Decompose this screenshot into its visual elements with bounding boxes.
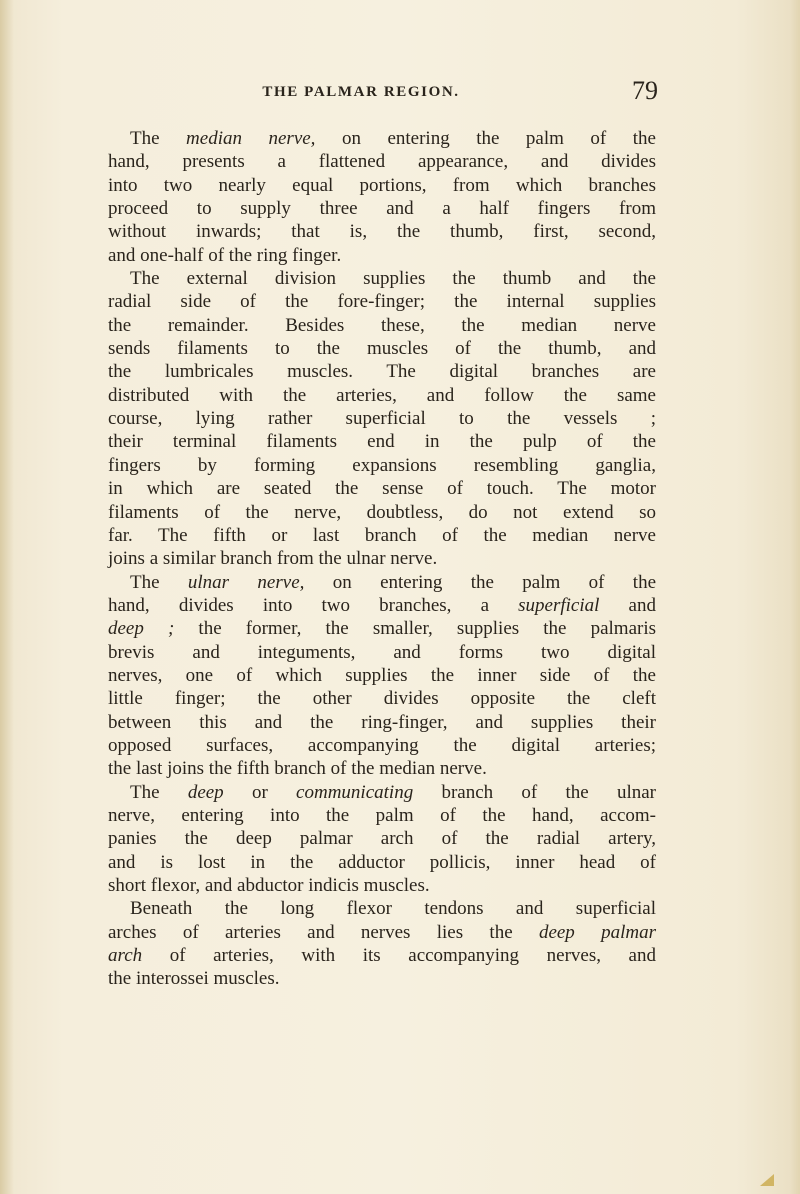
text-line (108, 407, 656, 430)
text-line (108, 687, 656, 710)
italic-term: deep (187, 781, 224, 803)
text-run: opposed surfaces, accompanying the digital arteries; (108, 734, 656, 756)
paragraph (108, 267, 656, 570)
text-line (108, 290, 656, 313)
text-run: nerve, entering into the palm of the hand, accom- (108, 804, 656, 826)
text-run: distributed with the arteries, and follow the same (108, 384, 656, 406)
paragraph (108, 781, 656, 898)
text-line (108, 524, 656, 547)
text-run: The external division supplies the thumb and the (130, 268, 656, 290)
text-line (108, 384, 656, 407)
text-line (108, 804, 656, 827)
text-line (108, 827, 656, 850)
page-corner-stain (760, 1174, 774, 1186)
text-run: arches of arteries and nerves lies the (108, 921, 539, 943)
text-run: into two nearly equal portions, from which branches (108, 174, 656, 196)
text-run: on entering the palm of the (315, 128, 656, 149)
text-run: little finger; the other divides opposite the cleft (108, 688, 656, 710)
text-run: between this and the ring-finger, and supplies their (108, 711, 656, 733)
text-run: the last joins the fifth branch of the median nerve. (108, 758, 487, 780)
text-run: nerves, one of which supplies the inner side of the (108, 664, 656, 686)
text-line (108, 617, 656, 640)
text-line (108, 430, 656, 453)
text-run: The (130, 128, 187, 149)
text-run: in which are seated the sense of touch. The motor (108, 478, 656, 500)
text-run: The (130, 571, 188, 593)
paragraph (108, 897, 656, 990)
text-run: hand, divides into two branches, a (108, 594, 519, 616)
text-line (108, 944, 656, 967)
text-run: far. The fifth or last branch of the median nerve (108, 524, 656, 546)
text-run: without inwards; that is, the thumb, first, second, (108, 221, 656, 243)
text-line (108, 314, 656, 337)
italic-term: deep ; (108, 618, 175, 640)
text-line (108, 594, 656, 617)
text-run: the lumbricales muscles. The digital branches are (108, 361, 656, 383)
text-run: on entering the palm of the (304, 571, 657, 593)
text-line (108, 174, 656, 197)
text-line (108, 454, 656, 477)
text-run: Beneath the long flexor tendons and superficial (130, 898, 656, 920)
italic-term: arch (108, 945, 143, 967)
text-line (108, 781, 656, 804)
text-run: branch of the ulnar (413, 781, 657, 803)
text-line (108, 571, 656, 594)
page-gutter-shadow (0, 0, 14, 1194)
text-line (108, 337, 656, 360)
text-line (108, 150, 656, 173)
text-run: radial side of the fore-finger; the internal supplies (108, 291, 656, 313)
text-run: short flexor, and abductor indicis muscles. (108, 875, 430, 896)
text-line (108, 711, 656, 734)
text-line (108, 244, 656, 267)
text-run: joins a similar branch from the ulnar nerve. (108, 548, 438, 570)
text-run: filaments of the nerve, doubtless, do not extend so (108, 501, 656, 523)
text-line (108, 664, 656, 687)
text-run: sends filaments to the muscles of the thumb, and (108, 338, 656, 360)
page-number: 79 (632, 76, 658, 105)
text-run: and is lost in the adductor pollicis, inner head of (108, 851, 656, 873)
text-run: and one-half of the ring finger. (108, 244, 342, 266)
page-header (108, 74, 658, 110)
italic-term: ulnar nerve, (187, 571, 305, 593)
text-line (108, 477, 656, 500)
text-run: brevis and integuments, and forms two digital (108, 641, 656, 663)
text-run: panies the deep palmar arch of the radial artery, (108, 828, 656, 850)
text-line (108, 967, 656, 990)
running-head: THE PALMAR REGION. (262, 84, 460, 100)
italic-term: median nerve, (186, 128, 316, 149)
text-run: the interossei muscles. (108, 968, 280, 990)
text-line (108, 897, 656, 920)
text-line (108, 220, 656, 243)
text-run: or (223, 781, 297, 803)
text-line (108, 197, 656, 220)
italic-term: deep palmar (538, 921, 656, 943)
paragraph (108, 571, 656, 781)
text-line (108, 874, 656, 897)
text-run: hand, presents a flattened appearance, and divides (108, 151, 656, 173)
italic-term: communicating (296, 781, 414, 803)
body-text (108, 127, 656, 991)
text-line (108, 501, 656, 524)
text-line (108, 360, 656, 383)
text-line (108, 641, 656, 664)
text-line (108, 851, 656, 874)
text-run: and (599, 594, 656, 616)
text-line (108, 757, 656, 780)
page-edge-shadow (790, 0, 800, 1194)
text-run: their terminal filaments end in the pulp of the (108, 431, 656, 453)
text-line (108, 267, 656, 290)
text-line (108, 547, 656, 570)
text-run: of arteries, with its accompanying nerves, and (142, 945, 656, 967)
text-run: fingers by forming expansions resembling ganglia, (108, 454, 656, 476)
text-run: proceed to supply three and a half fingers from (108, 198, 656, 220)
text-run: The (130, 781, 188, 803)
italic-term: superficial (518, 594, 600, 616)
text-line (108, 921, 656, 944)
text-line (108, 734, 656, 757)
text-line (108, 127, 656, 150)
paragraph (108, 127, 656, 267)
text-run: the former, the smaller, supplies the palmaris (174, 618, 656, 640)
text-run: course, lying rather superficial to the vessels ; (108, 408, 656, 430)
text-run: the remainder. Besides these, the median nerve (108, 314, 656, 336)
